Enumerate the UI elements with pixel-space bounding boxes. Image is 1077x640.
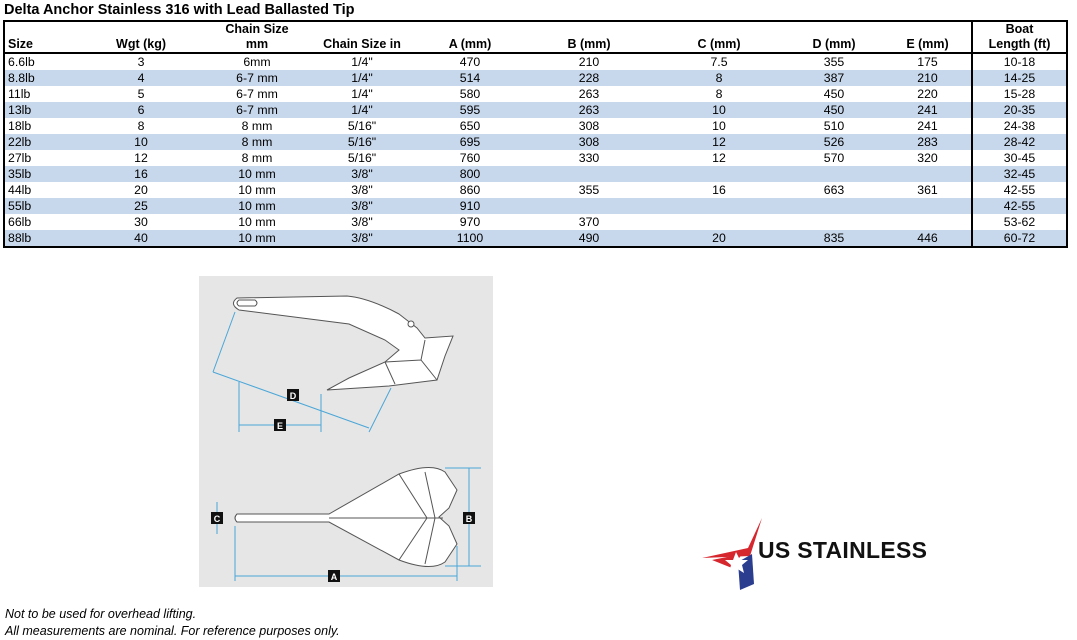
anchor-diagram — [199, 276, 493, 587]
spec-table-body — [4, 53, 1067, 247]
cell-a: 595 — [416, 102, 524, 118]
cell-boat: 14-25 — [972, 70, 1067, 86]
cell-b: 355 — [524, 182, 654, 198]
cell-b: 263 — [524, 102, 654, 118]
note-nominal: All measurements are nominal. For reference purposes only. — [5, 624, 340, 638]
cell-b: 370 — [524, 214, 654, 230]
cell-c: 10 — [654, 118, 784, 134]
table-row — [4, 198, 1067, 214]
header-chain-in: Chain Size in — [308, 21, 416, 53]
cell-a: 910 — [416, 198, 524, 214]
cell-size: 88lb — [4, 230, 76, 247]
table-row — [4, 134, 1067, 150]
cell-d: 526 — [784, 134, 884, 150]
cell-e — [884, 214, 972, 230]
cell-c: 20 — [654, 230, 784, 247]
cell-c: 10 — [654, 102, 784, 118]
cell-a: 800 — [416, 166, 524, 182]
cell-chain-mm: 6mm — [206, 53, 308, 70]
cell-e: 241 — [884, 102, 972, 118]
cell-a: 650 — [416, 118, 524, 134]
spec-table — [3, 20, 1068, 248]
cell-e — [884, 166, 972, 182]
cell-a: 514 — [416, 70, 524, 86]
header-c: C (mm) — [654, 21, 784, 53]
header-e: E (mm) — [884, 21, 972, 53]
cell-boat: 20-35 — [972, 102, 1067, 118]
cell-b: 308 — [524, 134, 654, 150]
cell-b: 330 — [524, 150, 654, 166]
label-d: D — [289, 391, 297, 401]
cell-c: 8 — [654, 70, 784, 86]
cell-e: 320 — [884, 150, 972, 166]
header-a: A (mm) — [416, 21, 524, 53]
cell-chain-mm: 10 mm — [206, 166, 308, 182]
cell-chain-mm: 6-7 mm — [206, 86, 308, 102]
cell-b — [524, 198, 654, 214]
anchor-diagram-svg — [199, 276, 493, 587]
cell-c — [654, 166, 784, 182]
cell-boat: 42-55 — [972, 182, 1067, 198]
cell-d: 450 — [784, 86, 884, 102]
cell-c — [654, 214, 784, 230]
cell-b: 308 — [524, 118, 654, 134]
cell-e: 283 — [884, 134, 972, 150]
cell-boat: 42-55 — [972, 198, 1067, 214]
cell-wgt: 12 — [76, 150, 206, 166]
cell-b — [524, 166, 654, 182]
table-row — [4, 102, 1067, 118]
cell-d — [784, 214, 884, 230]
cell-size: 22lb — [4, 134, 76, 150]
table-row — [4, 150, 1067, 166]
cell-wgt: 16 — [76, 166, 206, 182]
table-row — [4, 118, 1067, 134]
cell-b: 263 — [524, 86, 654, 102]
cell-size: 11lb — [4, 86, 76, 102]
label-b: B — [465, 514, 473, 524]
cell-d: 663 — [784, 182, 884, 198]
cell-boat: 10-18 — [972, 53, 1067, 70]
cell-a: 695 — [416, 134, 524, 150]
header-boat-top: Boat — [1005, 22, 1034, 36]
cell-wgt: 3 — [76, 53, 206, 70]
cell-size: 55lb — [4, 198, 76, 214]
label-b-box — [463, 512, 475, 524]
cell-wgt: 6 — [76, 102, 206, 118]
header-chain-mm — [206, 21, 308, 53]
cell-wgt: 8 — [76, 118, 206, 134]
cell-chain-in: 1/4" — [308, 102, 416, 118]
cell-c: 12 — [654, 150, 784, 166]
label-e: E — [276, 421, 284, 431]
cell-boat: 32-45 — [972, 166, 1067, 182]
header-chain-mm-bottom: mm — [245, 37, 269, 51]
header-wgt: Wgt (kg) — [76, 21, 206, 53]
cell-size: 8.8lb — [4, 70, 76, 86]
cell-chain-mm: 10 mm — [206, 214, 308, 230]
cell-size: 44lb — [4, 182, 76, 198]
cell-wgt: 10 — [76, 134, 206, 150]
table-row — [4, 166, 1067, 182]
cell-chain-in: 3/8" — [308, 230, 416, 247]
cell-a: 470 — [416, 53, 524, 70]
table-row — [4, 214, 1067, 230]
cell-a: 760 — [416, 150, 524, 166]
cell-c: 7.5 — [654, 53, 784, 70]
cell-chain-in: 3/8" — [308, 182, 416, 198]
label-a-box — [328, 570, 340, 582]
header-chain-mm-top: Chain Size — [225, 22, 289, 36]
header-d: D (mm) — [784, 21, 884, 53]
cell-chain-in: 3/8" — [308, 214, 416, 230]
cell-e: 175 — [884, 53, 972, 70]
cell-e: 220 — [884, 86, 972, 102]
cell-size: 66lb — [4, 214, 76, 230]
cell-b: 490 — [524, 230, 654, 247]
cell-d — [784, 166, 884, 182]
cell-d: 510 — [784, 118, 884, 134]
cell-chain-in: 3/8" — [308, 198, 416, 214]
cell-c: 16 — [654, 182, 784, 198]
label-c: C — [213, 514, 221, 524]
header-boat — [972, 21, 1067, 53]
cell-chain-in: 5/16" — [308, 134, 416, 150]
cell-chain-mm: 8 mm — [206, 134, 308, 150]
page-title: Delta Anchor Stainless 316 with Lead Ballasted Tip — [4, 2, 355, 18]
cell-d: 835 — [784, 230, 884, 247]
cell-a: 860 — [416, 182, 524, 198]
cell-chain-mm: 6-7 mm — [206, 102, 308, 118]
cell-wgt: 40 — [76, 230, 206, 247]
anchor-top-view — [235, 467, 457, 566]
table-row — [4, 53, 1067, 70]
cell-chain-mm: 8 mm — [206, 150, 308, 166]
cell-boat: 53-62 — [972, 214, 1067, 230]
label-c-box — [211, 512, 223, 524]
cell-d — [784, 198, 884, 214]
cell-boat: 28-42 — [972, 134, 1067, 150]
label-a: A — [330, 572, 338, 582]
cell-chain-mm: 10 mm — [206, 230, 308, 247]
label-d-box — [287, 389, 299, 401]
cell-chain-mm: 6-7 mm — [206, 70, 308, 86]
cell-e: 241 — [884, 118, 972, 134]
label-e-box — [274, 419, 286, 431]
cell-d: 450 — [784, 102, 884, 118]
table-row — [4, 182, 1067, 198]
cell-chain-in: 3/8" — [308, 166, 416, 182]
cell-chain-mm: 8 mm — [206, 118, 308, 134]
cell-chain-in: 5/16" — [308, 118, 416, 134]
anchor-side-view — [233, 296, 453, 390]
table-row — [4, 230, 1067, 247]
cell-e: 210 — [884, 70, 972, 86]
cell-size: 35lb — [4, 166, 76, 182]
note-overhead: Not to be used for overhead lifting. — [5, 607, 197, 621]
cell-size: 18lb — [4, 118, 76, 134]
cell-boat: 24-38 — [972, 118, 1067, 134]
cell-chain-in: 1/4" — [308, 70, 416, 86]
cell-d: 355 — [784, 53, 884, 70]
logo-text: US STAINLESS — [758, 537, 928, 563]
cell-b: 210 — [524, 53, 654, 70]
cell-chain-in: 1/4" — [308, 86, 416, 102]
cell-e — [884, 198, 972, 214]
cell-wgt: 20 — [76, 182, 206, 198]
cell-wgt: 25 — [76, 198, 206, 214]
table-row — [4, 70, 1067, 86]
cell-d: 570 — [784, 150, 884, 166]
table-row — [4, 86, 1067, 102]
header-b: B (mm) — [524, 21, 654, 53]
cell-c: 8 — [654, 86, 784, 102]
cell-b: 228 — [524, 70, 654, 86]
cell-size: 6.6lb — [4, 53, 76, 70]
cell-c — [654, 198, 784, 214]
cell-chain-in: 1/4" — [308, 53, 416, 70]
cell-wgt: 5 — [76, 86, 206, 102]
header-boat-bottom: Length (ft) — [988, 37, 1051, 51]
header-row — [4, 21, 1067, 53]
cell-boat: 30-45 — [972, 150, 1067, 166]
cell-wgt: 4 — [76, 70, 206, 86]
cell-chain-mm: 10 mm — [206, 182, 308, 198]
cell-size: 13lb — [4, 102, 76, 118]
cell-boat: 60-72 — [972, 230, 1067, 247]
cell-c: 12 — [654, 134, 784, 150]
cell-a: 1100 — [416, 230, 524, 247]
header-size: Size — [4, 21, 76, 53]
cell-e: 446 — [884, 230, 972, 247]
cell-d: 387 — [784, 70, 884, 86]
cell-chain-mm: 10 mm — [206, 198, 308, 214]
cell-size: 27lb — [4, 150, 76, 166]
cell-boat: 15-28 — [972, 86, 1067, 102]
cell-a: 970 — [416, 214, 524, 230]
cell-e: 361 — [884, 182, 972, 198]
cell-chain-in: 5/16" — [308, 150, 416, 166]
cell-a: 580 — [416, 86, 524, 102]
cell-wgt: 30 — [76, 214, 206, 230]
